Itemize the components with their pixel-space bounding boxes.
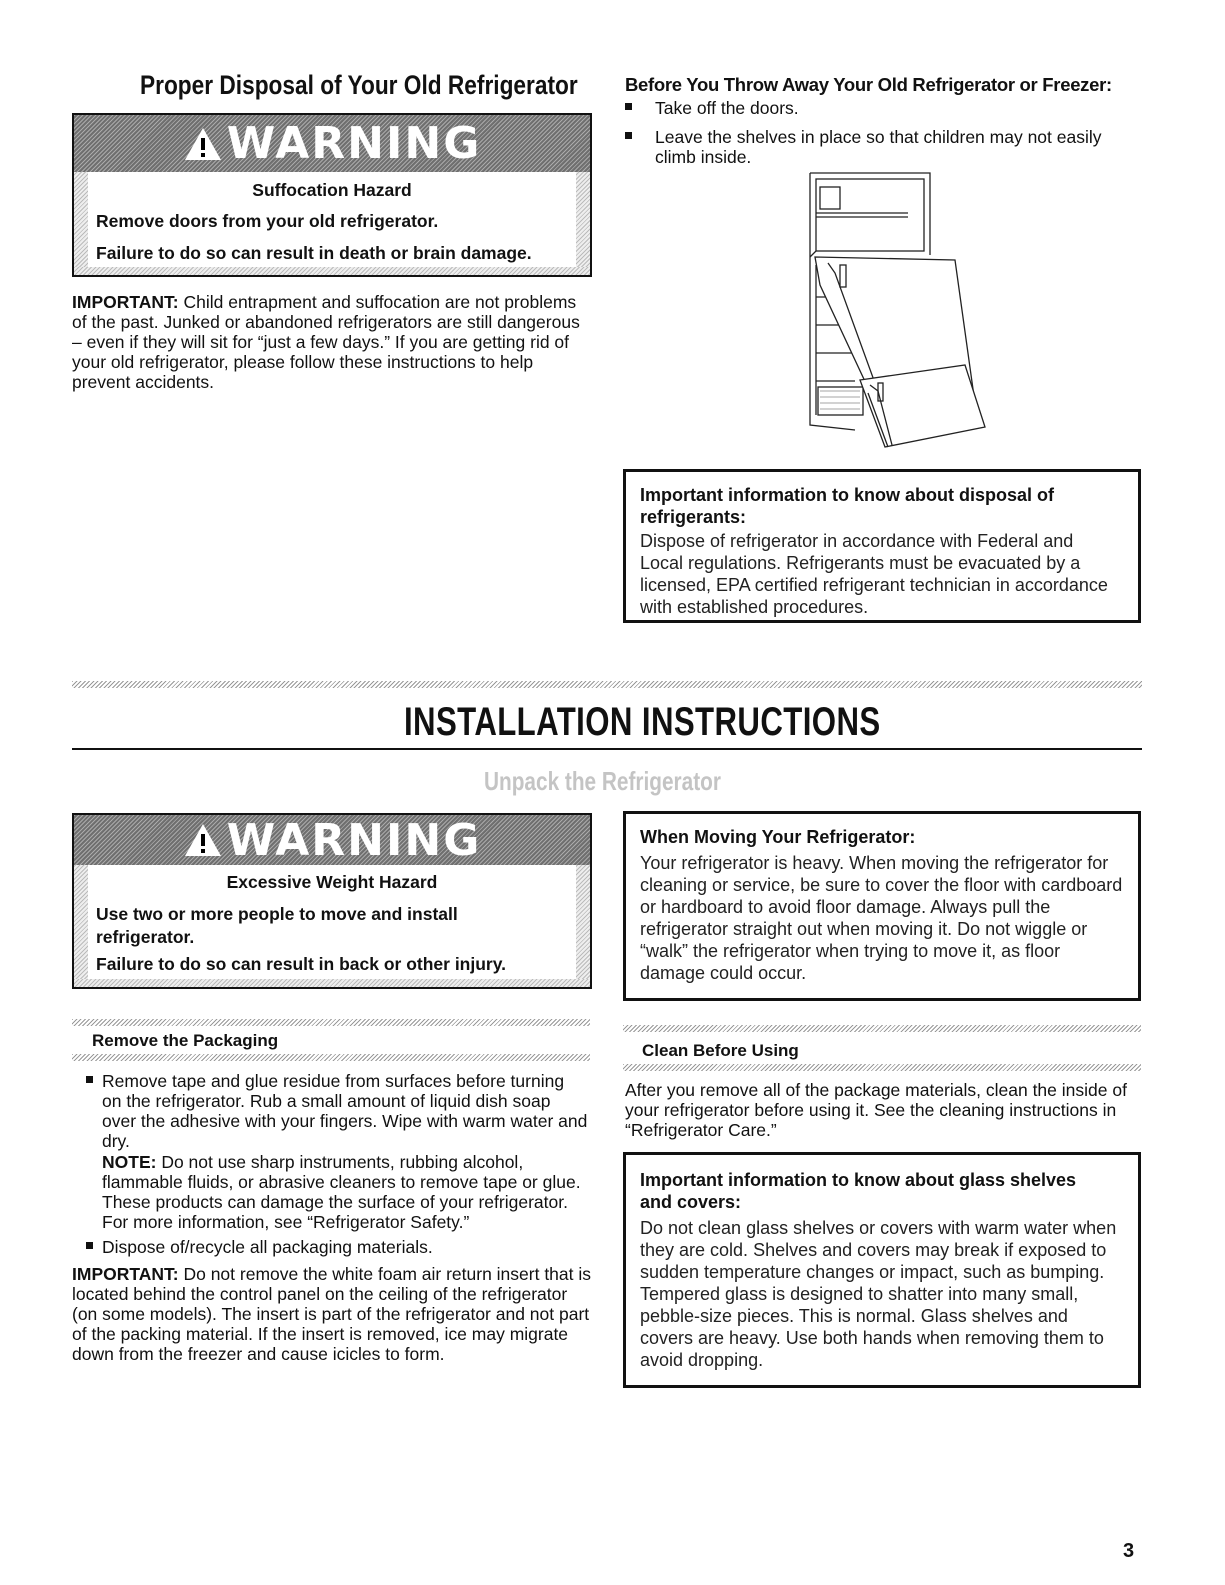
page-number: 3 [1123,1540,1135,1562]
warning-banner [74,115,590,172]
excessive-weight-warning-box [72,813,592,989]
section-divider [72,1054,590,1061]
moving-info-body: Your refrigerator is heavy. When moving the refrigerator for cleaning or service, be sure to cover the floor with cardboard or hardboard to avoid floor damage. Always pull the refrigerator straight out when moving it. Do not wiggle or “walk” the refrigerator when trying to move it, as floor damage could occur. [640,853,1123,983]
warning-word: WARNING [226,118,482,169]
section-divider [72,1019,590,1026]
section-divider [72,681,1142,688]
important-text: Do not remove the white foam air return insert that is located behind the control panel on the ceiling of the refrigerator (on some models). The insert is part of the refrigerator and not part of the packing material. If the insert is removed, ice may migrate down from the freezer and cause icicles to form. [72,1264,592,1364]
unpack-title: Unpack the Refrigerator [484,766,721,796]
disposal-title: Proper Disposal of Your Old Refrigerator [140,70,578,100]
warning-line-1: Use two or more people to move and install refrigerator. [96,904,458,947]
warning-line-1: Remove doors from your old refrigerator. [96,211,439,231]
packaging-note [102,1152,592,1232]
warning-banner [74,815,590,865]
warning-line-2: Failure to do so can result in back or other injury. [96,954,507,974]
title-rule [72,748,1142,750]
glass-info-heading: Important information to know about glass shelves and covers: [640,1170,1077,1212]
packaging-heading: Remove the Packaging [92,1031,279,1050]
moving-info-box [623,811,1141,1001]
warning-triangle-icon [183,822,223,858]
hazard-name: Excessive Weight Hazard [226,872,438,892]
section-divider [623,1064,1141,1071]
warning-triangle-icon [183,126,223,162]
refrigerator-doors-removed-illustration [760,165,1000,450]
packaging-important-paragraph [72,1264,592,1364]
refrigerant-info-body: Dispose of refrigerator in accordance with Federal and Local regulations. Refrigerants must be evacuated by a licensed, EPA certified refrigerant technician in accordance with established procedures. [640,531,1108,617]
suffocation-warning-box [72,113,592,277]
moving-info-heading: When Moving Your Refrigerator: [640,827,916,847]
warning-line-2: Failure to do so can result in death or brain damage. [96,243,532,263]
note-label: NOTE: [102,1152,157,1172]
clean-body: After you remove all of the package materials, clean the inside of your refrigerator before using it. See the cleaning instructions in “Refrigerator Care.” [625,1080,1127,1140]
hazard-name: Suffocation Hazard [252,180,412,200]
clean-heading: Clean Before Using [642,1041,799,1060]
important-text: Child entrapment and suffocation are not problems of the past. Junked or abandoned refrigerators are still dangerous – even if they will sit for “just a few days.” If you are getting rid of your old refrigerator, please follow these instructions to help prevent accidents. [72,292,580,392]
before-throw-title: Before You Throw Away Your Old Refrigerator or Freezer: [625,74,1112,95]
installation-title: INSTALLATION INSTRUCTIONS [404,700,881,744]
refrigerant-disposal-info-box [623,469,1141,623]
section-divider [623,1025,1141,1032]
disposal-important-paragraph [72,292,592,392]
important-label: IMPORTANT: [72,292,179,312]
important-label: IMPORTANT: [72,1264,179,1284]
warning-word: WARNING [226,814,482,866]
glass-info-body: Do not clean glass shelves or covers with warm water when they are cold. Shelves and covers may break if exposed to sudden temperature changes or impact, such as bumping. Tempered glass is designed to shatter into many small, pebble-size pieces. This is normal. Glass shelves and covers are heavy. Use both hands when removing them to avoid dropping. [640,1218,1117,1370]
glass-shelves-info-box [623,1152,1141,1388]
refrigerant-info-heading: Important information to know about disposal of refrigerants: [640,485,1054,527]
note-text: Do not use sharp instruments, rubbing alcohol, flammable fluids, or abrasive cleaners to remove tape or glue. These products can damage the surface of your refrigerator. For more information, see “Refrigerator Safety.” [102,1152,581,1232]
